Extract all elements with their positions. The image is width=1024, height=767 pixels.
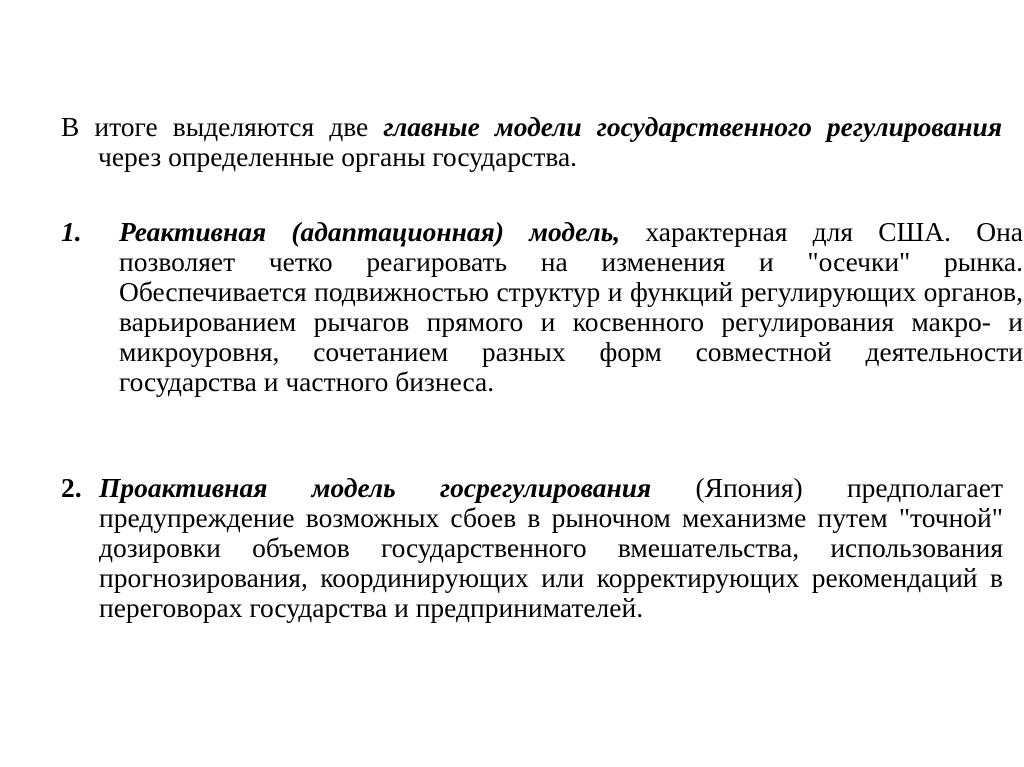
list-item-number: 1. — [61, 216, 82, 247]
intro-paragraph — [61, 112, 1002, 172]
list-item-proactive-model — [61, 473, 1003, 623]
list-item-reactive-model — [61, 217, 1023, 397]
intro-emphasis-text: главные модели государственного регулирования — [383, 111, 1002, 142]
intro-rest-text: через определенные органы государства. — [98, 141, 578, 172]
list-item-number: 2. — [61, 472, 82, 503]
proactive-model-description: (Япония) предполагает предупреждение возможных сбоев в рыночном механизме путем "точной" дозировки объемов государственного вмешательства, использования прогнозирования, координирующих или корректирующих рекомендаций в переговорах государства и предпринимателей. — [99, 472, 1003, 623]
proactive-model-title: Проактивная модель госрегулирования — [99, 472, 652, 503]
reactive-model-description: характерная для США. Она позволяет четко реагировать на изменения и "осечки" рынка. Обеспечивается подвижностью структур и функций регулирующих органов, варьированием рычагов прямого и косвенного регулирования макро- и микроуровня, сочетанием разных форм совместной деятельности государства и частного бизнеса. — [119, 216, 1023, 397]
intro-lead-text: В итоге выделяются две — [61, 111, 384, 142]
reactive-model-title: Реактивная (адаптационная) модель, — [119, 216, 621, 247]
